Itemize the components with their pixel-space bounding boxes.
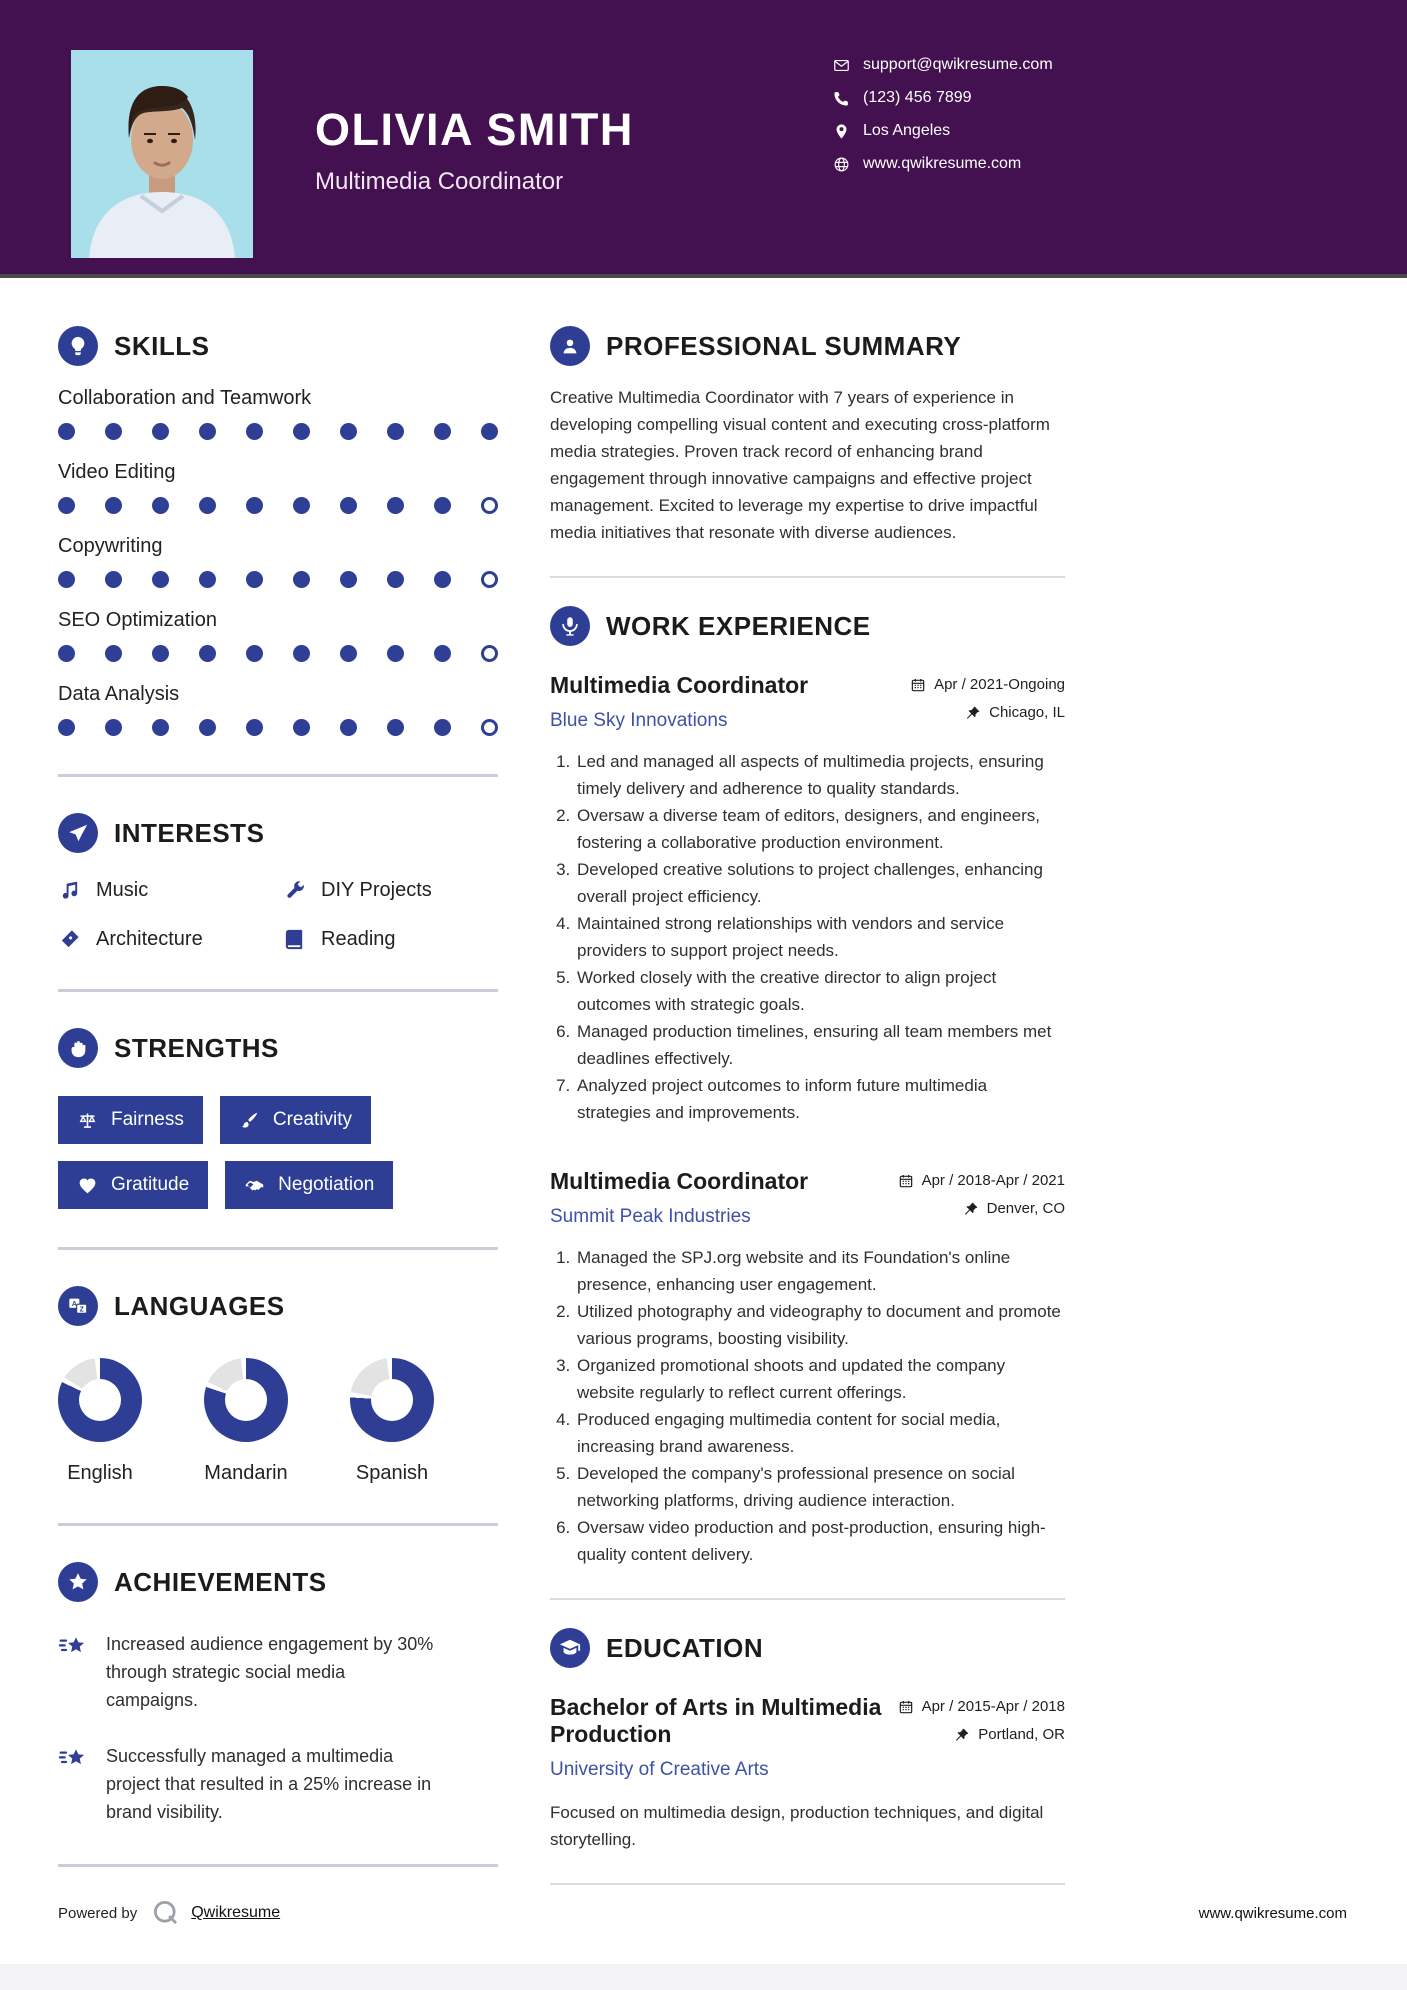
svg-text:Z: Z [79,1306,84,1314]
handshake-icon [244,1175,265,1196]
divider [58,1247,498,1250]
education-location: Portland, OR [954,1726,1065,1743]
contact-text: (123) 456 7899 [863,89,972,106]
skill-rating-dots [58,645,498,662]
job-bullet: 7. Analyzed project outcomes to inform future multimedia strategies and improvements. [575,1072,1065,1126]
language-item [58,1358,142,1485]
location-pin-icon [833,123,850,140]
star-icon [58,1562,98,1602]
footer-website: www.qwikresume.com [1198,1904,1347,1922]
profile-photo [71,50,253,258]
phone-icon [833,90,850,107]
contact-email [833,56,1053,74]
skill-label: Collaboration and Teamwork [58,387,312,409]
job-bullet: 1. Managed the SPJ.org website and its Foundation's online presence, enhancing user engagement. [575,1244,1065,1298]
interests-section [58,813,498,951]
job-bullet: 2. Utilized photography and videography to document and promote various programs, boosting visibility. [575,1298,1065,1352]
content [0,278,1407,1913]
interest-label: DIY Projects [321,879,432,901]
paper-plane-icon [58,813,98,853]
summary-section [550,326,1065,546]
skill-rating-dots [58,571,498,588]
divider [550,1883,1065,1885]
shooting-star-icon [58,1632,90,1664]
contact-text: Los Angeles [863,122,951,139]
job-bullet: 4. Produced engaging multimedia content for social media, increasing brand awareness. [575,1406,1065,1460]
microphone-icon [550,606,590,646]
wrench-icon [283,879,306,902]
skill-label: Data Analysis [58,683,180,705]
qwikresume-link[interactable]: Qwikresume [191,1904,281,1921]
interests-heading: INTERESTS [114,817,265,848]
contact-location [833,122,1053,140]
powered-by-label: Powered by [58,1904,138,1922]
strength-badge [225,1161,393,1209]
scales-icon [77,1110,98,1131]
language-label: English [67,1462,133,1484]
language-item [204,1358,288,1485]
pushpin-icon [954,1727,970,1743]
job-company-link[interactable]: Summit Peak Industries [550,1206,751,1227]
shooting-star-icon [58,1744,90,1776]
divider [58,1523,498,1526]
skill-row [58,683,498,736]
divider [58,989,498,992]
paintbrush-icon [239,1110,260,1131]
achievements-heading: ACHIEVEMENTS [114,1566,327,1597]
person-name: OLIVIA SMITH [315,104,634,155]
education-section [550,1628,1065,1853]
interest-label: Reading [321,928,396,950]
education-date: Apr / 2015-Apr / 2018 [898,1698,1065,1715]
qwikresume-logo-icon [151,1898,181,1928]
language-donut-chart [58,1358,142,1442]
job-bullet-list [550,748,1065,1126]
lightbulb-icon [58,326,98,366]
skills-heading: SKILLS [114,330,210,361]
job-bullet: 2. Oversaw a diverse team of editors, designers, and engineers, fostering a collaborative production environment. [575,802,1065,856]
calendar-icon [898,1699,914,1715]
skill-rating-dots [58,719,498,736]
strength-label: Gratitude [111,1174,190,1195]
education-description: Focused on multimedia design, production techniques, and digital storytelling. [550,1803,1044,1849]
school-link[interactable]: University of Creative Arts [550,1759,769,1780]
skill-rating-dots [58,423,498,440]
contact-list [833,56,1053,173]
languages-section [58,1286,498,1485]
job-title: Multimedia Coordinator [550,1168,809,1194]
degree-title: Bachelor of Arts in Multimedia Production [550,1694,882,1747]
language-label: Spanish [355,1462,429,1484]
job-bullet: 6. Managed production timelines, ensuring all team members met deadlines effectively. [575,1018,1065,1072]
education-heading: EDUCATION [606,1632,764,1663]
graduation-cap-icon [550,1628,590,1668]
person-icon [550,326,590,366]
strength-label: Negotiation [278,1174,375,1195]
bottom-strip [0,1964,1407,1990]
skill-row [58,387,498,440]
contact-text: support@qwikresume.com [863,56,1053,73]
footer [58,1898,1347,1928]
experience-heading: WORK EXPERIENCE [606,610,871,641]
job-header [550,672,1065,732]
sidebar [58,326,498,1913]
job-title: Multimedia Coordinator [550,672,809,698]
languages-heading: LANGUAGES [114,1290,285,1321]
svg-text:A: A [71,1301,77,1308]
language-item [350,1358,434,1485]
job-bullet: 1. Led and managed all aspects of multimedia projects, ensuring timely delivery and adherence to quality standards. [575,748,1065,802]
skills-section [58,326,498,736]
identity-block [315,104,634,196]
skill-label: Video Editing [58,461,176,483]
job-bullet: 6. Oversaw video production and post-production, ensuring high-quality content delivery. [575,1514,1065,1568]
achievement-text: Increased audience engagement by 30% through strategic social media campaigns. [106,1634,434,1710]
interest-item [283,879,498,902]
pushpin-icon [963,1201,979,1217]
avatar [71,50,253,258]
achievement-item [58,1742,498,1826]
divider [550,576,1065,578]
job-bullet: 3. Developed creative solutions to project challenges, enhancing overall project efficiency. [575,856,1065,910]
music-note-icon [58,879,81,902]
achievement-text: Successfully managed a multimedia project that resulted in a 25% increase in brand visibility. [106,1746,432,1822]
strength-badge [58,1161,208,1209]
job-bullet: 5. Worked closely with the creative director to align project outcomes with strategic goals. [575,964,1065,1018]
main-column [550,326,1065,1913]
calendar-icon [898,1173,914,1189]
summary-heading: PROFESSIONAL SUMMARY [606,330,962,361]
strength-badge [220,1096,371,1144]
translate-icon [58,1286,98,1326]
interest-item [283,928,498,951]
strengths-section [58,1028,498,1209]
language-donut-chart [350,1358,434,1442]
education-header [550,1694,1065,1781]
ticket-icon [58,928,81,951]
interest-label: Music [96,879,149,901]
heart-icon [77,1175,98,1196]
skill-label: SEO Optimization [58,609,217,631]
job-location: Chicago, IL [965,704,1065,721]
book-icon [283,928,306,951]
interest-item [58,928,283,951]
skill-row [58,461,498,514]
contact-phone [833,89,1053,107]
job-bullet-list [550,1244,1065,1568]
skill-rating-dots [58,497,498,514]
globe-icon [833,156,850,173]
achievements-section [58,1562,498,1826]
job-bullet: 5. Developed the company's professional presence on social networking platforms, driving audience interaction. [575,1460,1065,1514]
job-date: Apr / 2018-Apr / 2021 [898,1172,1065,1189]
job-bullet: 3. Organized promotional shoots and updated the company website regularly to reflect current offerings. [575,1352,1065,1406]
divider [58,1864,498,1867]
skill-label: Copywriting [58,535,163,557]
divider [550,1598,1065,1600]
job-header [550,1168,1065,1228]
job-company-link[interactable]: Blue Sky Innovations [550,710,728,731]
strengths-heading: STRENGTHS [114,1032,279,1063]
divider [58,774,498,777]
summary-text: Creative Multimedia Coordinator with 7 years of experience in developing compelling visual content and executing cross-platform media strategies. Proven track record of enhancing brand engagement through innovative campaigns and effective project management. Excited to leverage my expertise to drive impactful media initiatives that resonate with diverse audiences. [550,388,1050,542]
contact-text: www.qwikresume.com [863,155,1022,172]
skill-row [58,535,498,588]
pushpin-icon [965,705,981,721]
person-title: Multimedia Coordinator [315,168,564,195]
interest-item [58,879,283,902]
language-donut-chart [204,1358,288,1442]
calendar-icon [910,677,926,693]
skill-row [58,609,498,662]
job-location: Denver, CO [963,1200,1065,1217]
contact-website [833,155,1053,173]
interest-label: Architecture [96,928,203,950]
envelope-icon [833,57,850,74]
job-date: Apr / 2021-Ongoing [910,676,1065,693]
strength-label: Creativity [272,1109,353,1130]
language-label: Mandarin [204,1462,288,1484]
fist-icon [58,1028,98,1068]
strength-badge [58,1096,203,1144]
experience-section [550,606,1065,1568]
header-band [0,0,1407,278]
strength-label: Fairness [111,1109,184,1130]
job-bullet: 4. Maintained strong relationships with vendors and service providers to support project needs. [575,910,1065,964]
achievement-item [58,1630,498,1714]
